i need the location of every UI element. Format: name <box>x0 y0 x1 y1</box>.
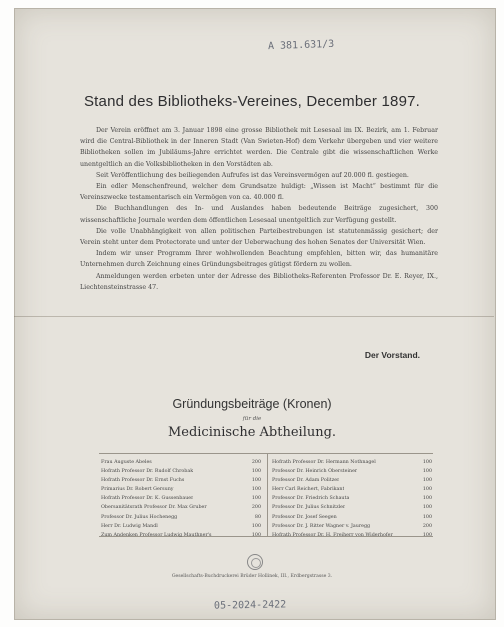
donor-name: Professor Dr. Julius Schnitzler <box>272 505 346 511</box>
donor-row <box>101 458 261 467</box>
donor-amount: 100 <box>251 496 261 502</box>
signoff: Der Vorstand. <box>364 350 420 360</box>
donor-amount: 100 <box>251 523 261 529</box>
donor-amount: 100 <box>251 469 261 475</box>
donor-name: Professor Dr. Julius Hochenegg <box>101 514 178 520</box>
donor-amount: 200 <box>251 460 261 465</box>
donor-column-left <box>101 458 261 540</box>
paragraph: Seit Veröffentlichung des beiliegenden Aufrufes ist das Vereinsvermögen auf 20.000 fl. gestiegen. <box>96 171 409 179</box>
donor-amount: 200 <box>422 523 432 529</box>
donor-name: Hofrath Professor Dr. H. Freiherr von Widerhofer <box>272 532 393 538</box>
donor-row <box>101 485 261 494</box>
fold-line <box>14 316 494 317</box>
donor-row <box>272 494 432 503</box>
donor-name: Herr Carl Reichert, Fabrikant <box>272 487 345 493</box>
contributions-title: Gründungsbeiträge (Kronen) <box>172 397 332 411</box>
printer-imprint: Gesellschafts-Buchdruckerei Brüder Hollinek, III., Erdbergstrasse 3. <box>171 574 333 579</box>
donor-row <box>101 467 261 476</box>
donor-name: Obersanitätsrath Professor Dr. Max Gruber <box>101 505 207 511</box>
donor-row <box>272 531 432 540</box>
donor-row <box>272 503 432 512</box>
donor-amount: 100 <box>422 496 432 502</box>
donor-row <box>272 458 432 467</box>
call-number-signature: A 381.631/3 <box>267 38 335 53</box>
donor-row <box>101 531 261 540</box>
donor-name: Hofrath Professor Dr. Rudolf Chrobak <box>101 469 194 475</box>
paragraph: Die volle Unabhängigkeit von allen politischen Parteibestrebungen ist statutenmässig gesichert; der Verein steht unter dem Protectorate und unter der Ueberwachung des hohen Senates der Universität Wien. <box>80 227 438 247</box>
paragraph: Ein edler Menschenfreund, welcher dem Grundsatze huldigt: „Wissen ist Macht“ bestimmt für die Vereinszwecke testamentarisch ein Vermögen von ca. 40.000 fl. <box>80 183 438 202</box>
body-text <box>80 125 438 293</box>
donor-name: Professor Dr. Josef Seegen <box>272 514 337 520</box>
donor-row <box>272 476 432 485</box>
donor-list <box>99 453 433 537</box>
paragraph: Der Verein eröffnet am 3. Januar 1898 eine grosse Bibliothek mit Lesesaal im IX. Bezirk, am 1. Februar wird die Central-Bibliothek in der Inneren Stadt (Van Swieten-Hof) dem Verkehr übergeben und vier weitere Bibliotheken sollen im Jubiläums-Jahre errichtet werden. Die Centrale gibt die wissenschaftlichen Werke unentgeltlich an die Volksbibliotheken in den Vorstädten ab. <box>80 127 438 168</box>
donor-name: Primarius Dr. Robert Gersuny <box>101 487 174 493</box>
donor-row <box>272 467 432 476</box>
donor-row <box>101 522 261 531</box>
donor-row <box>101 503 261 512</box>
donor-row <box>272 485 432 494</box>
donor-amount: 100 <box>422 505 432 511</box>
donor-amount: 100 <box>422 460 432 465</box>
donor-row <box>101 513 261 522</box>
seal-emblem <box>247 554 263 570</box>
donor-amount: 100 <box>422 478 432 484</box>
section-title: Medicinische Abtheilung. <box>167 425 337 440</box>
archive-number: 05-2024-2422 <box>213 599 287 612</box>
donor-amount: 100 <box>422 532 432 538</box>
donor-column-right <box>272 458 432 540</box>
donor-amount: 80 <box>254 514 261 520</box>
donor-name: Hofrath Professor Dr. K. Gussenbauer <box>101 496 194 502</box>
donor-amount: 100 <box>251 478 261 484</box>
donor-name: Professor Dr. J. Ritter Wagner v. Jauregg <box>272 523 371 529</box>
donor-amount: 100 <box>251 532 261 538</box>
donor-row <box>101 494 261 503</box>
donor-name: Zum Andenken Professor Ludwig Mauthner's <box>101 532 212 538</box>
paragraph: Die Buchhandlungen des In- und Auslandes haben bedeutende Beiträge zugesichert, 300 wissenschaftliche Journale werden dem öffentlichen Lesesaal unentgeltlich zur Verfügung gestellt. <box>80 205 438 224</box>
donor-row <box>101 476 261 485</box>
paragraph: Indem wir unser Programm Ihrer wohlwollenden Beachtung empfehlen, bitten wir, das humanitäre Unternehmen durch Zeichnung eines Gründungsbeitrages gütigst fördern zu wollen. <box>80 250 438 269</box>
donor-row <box>272 522 432 531</box>
column-divider <box>267 454 268 536</box>
donor-name: Herr Dr. Ludwig Mandl <box>101 523 158 529</box>
donor-name: Frau Auguste Abeles <box>101 460 152 465</box>
for-the-label: für die <box>242 416 262 422</box>
donor-name: Professor Dr. Adam Politzer <box>272 478 340 484</box>
donor-amount: 100 <box>422 487 432 493</box>
donor-amount: 200 <box>251 505 261 511</box>
donor-name: Hofrath Professor Dr. Hermann Nothnagel <box>272 460 376 465</box>
donor-amount: 100 <box>422 469 432 475</box>
paragraph: Anmeldungen werden erbeten unter der Adresse des Bibliotheks-Referenten Professor Dr. E. Reyer, IX., Liechtensteinstrasse 47. <box>80 272 438 291</box>
donor-name: Professor Dr. Heinrich Obersteiner <box>272 469 358 475</box>
donor-name: Hofrath Professor Dr. Ernst Fuchs <box>101 478 185 484</box>
donor-amount: 100 <box>422 514 432 520</box>
donor-row <box>272 513 432 522</box>
document-title: Stand des Bibliotheks-Vereines, December 1897. <box>83 93 421 110</box>
donor-amount: 100 <box>251 487 261 493</box>
donor-name: Professor Dr. Friedrich Schauta <box>272 496 350 502</box>
